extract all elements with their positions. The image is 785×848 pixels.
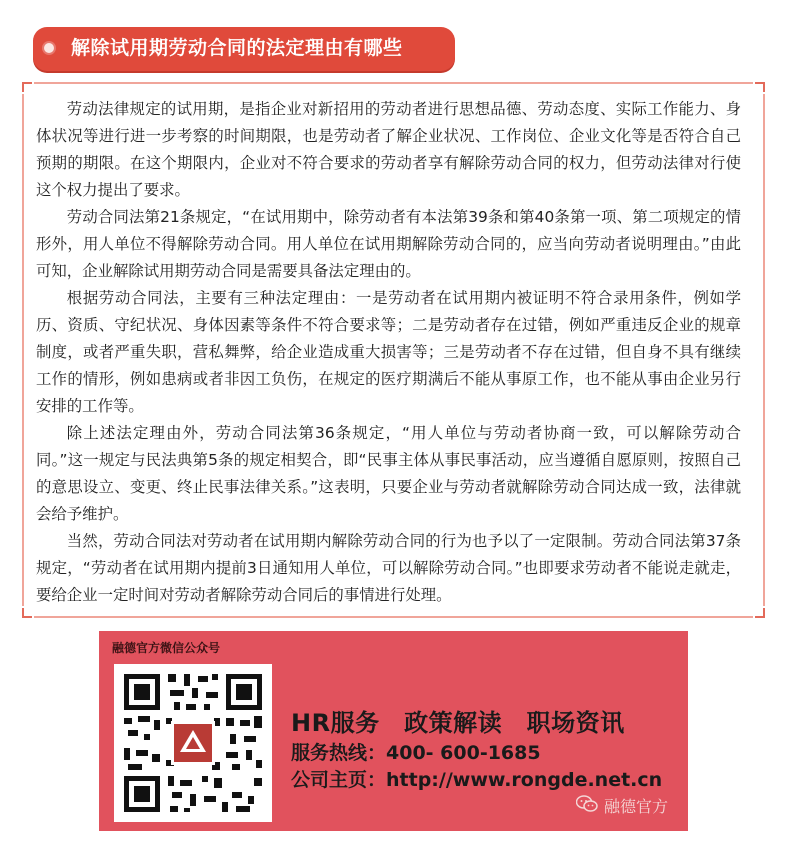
article-paragraph: 劳动法律规定的试用期，是指企业对新招用的劳动者进行思想品德、劳动态度、实际工作能力、身体状况等进行进一步考察的时间期限，也是劳动者了解企业状况、工作岗位、企业文化等是否符合自己预期的期限。在这个期限内，企业对不符合要求的劳动者享有解除劳动合同的权力，但劳动法律对行使这个权力提出了要求。 xyxy=(36,100,741,199)
promo-banner xyxy=(99,631,688,831)
bullet-dot-icon xyxy=(44,43,54,53)
article-body xyxy=(36,96,741,609)
article-paragraph: 根据劳动合同法，主要有三种法定理由：一是劳动者在试用期内被证明不符合录用条件，例如学历、资质、守纪状况、身体因素等条件不符合要求等；二是劳动者存在过错，例如严重违反企业的规章制度，或者严重失职，营私舞弊，给企业造成重大损害等；三是劳动者不存在过错，但自身不具有继续工作的情形，例如患病或者非因工负伤，在规定的医疗期满后不能从事原工作，也不能从事由企业另行安排的工作等。 xyxy=(36,289,741,415)
article-paragraph: 劳动合同法第21条规定，“在试用期中，除劳动者有本法第39条和第40条第一项、第二项规定的情形外，用人单位不得解除劳动合同。用人单位在试用期解除劳动合同的，应当向劳动者说明理由。”由此可知，企业解除试用期劳动合同是需要具备法定理由的。 xyxy=(36,208,741,280)
frame-border-left xyxy=(22,94,24,606)
watermark-text: 融德官方 xyxy=(603,797,668,816)
account-label: 融德官方微信公众号 xyxy=(112,641,221,655)
frame-corner xyxy=(22,608,32,618)
article-paragraph: 除上述法定理由外，劳动合同法第36条规定，“用人单位与劳动者协商一致，可以解除劳动合同。”这一规定与民法典第5条的规定相契合，即“民事主体从事民事活动，应当遵循自愿原则，按照自己的意思设立、变更、终止民事法律关系。”这表明，只要企业与劳动者就解除劳动合同达成一致，法律就会给予维护。 xyxy=(36,424,741,523)
article-paragraph: 当然，劳动合同法对劳动者在试用期内解除劳动合同的行为也予以了一定限制。劳动合同法第37条规定，“劳动者在试用期内提前3日通知用人单位，可以解除劳动合同。”也即要求劳动者不能说走就走，要给企业一定时间对劳动者解除劳动合同后的事情进行处理。 xyxy=(36,532,741,604)
frame-corner xyxy=(755,82,765,92)
frame-border-right xyxy=(763,94,765,606)
wechat-watermark xyxy=(576,794,668,817)
qr-code-icon[interactable] xyxy=(114,664,272,822)
wechat-icon xyxy=(576,795,598,817)
section-title: 解除试用期劳动合同的法定理由有哪些 xyxy=(71,37,403,59)
section-title-banner xyxy=(33,27,455,71)
company-website-link[interactable]: 公司主页：http://www.rongde.net.cn xyxy=(291,769,663,791)
article-frame xyxy=(22,82,765,618)
service-hotline: 服务热线：400- 600-1685 xyxy=(291,742,541,764)
promo-headline: HR服务 政策解读 职场资讯 xyxy=(291,709,625,737)
frame-corner xyxy=(22,82,32,92)
frame-border-top xyxy=(34,82,753,84)
frame-corner xyxy=(755,608,765,618)
frame-border-bottom xyxy=(34,616,753,618)
